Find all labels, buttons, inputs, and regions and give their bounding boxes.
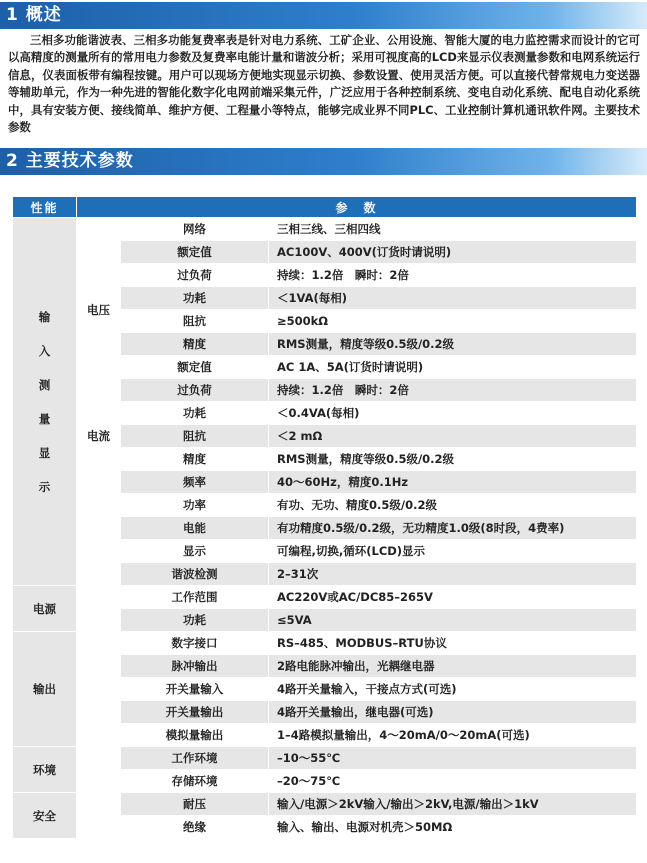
param-value: –10～55℃ — [269, 747, 637, 770]
empty-cell — [77, 218, 121, 241]
table-row — [13, 770, 637, 793]
param-value: 4路开关量输入，干接点方式(可选) — [269, 678, 637, 701]
table-row — [13, 218, 637, 241]
spec-table — [12, 196, 637, 839]
param-label: 过负荷 — [121, 264, 269, 287]
param-label: 频率 — [121, 471, 269, 494]
table-row — [13, 494, 637, 517]
param-label: 模拟量输出 — [121, 724, 269, 747]
param-label: 精度 — [121, 448, 269, 471]
param-label: 工作范围 — [121, 586, 269, 609]
table-row — [13, 586, 637, 609]
param-value: ＜0.4VA(每相) — [269, 402, 637, 425]
empty-cell — [77, 816, 121, 839]
overview-paragraph: 三相多功能谐波表、三相多功能复费率表是针对电力系统、工矿企业、公用设施、智能大厦的电力监控需求而设计的它可以高精度的测量所有的常用电力参数及复费率电能计量和谐波分析；采用可视度高的LCD来显示仪表测量参数和电网系统运行信息，仪表面板带有编程按键。用户可以现场方便地实现显示切换、参数设置、使用灵活方便。可以直接代替常规电力变送器等辅助单元，作为一种先进的智能化数字化电网前端采集元件，广泛应用于各种控制系统、变电自动化系统、配电自动化系统中，具有安装方便、接线简单、维护方便、工程量小等特点，能够完成业界不同PLC、工业控制计算机通讯软件网。主要技术参数 — [8, 33, 640, 135]
param-label: 谐波检测 — [121, 563, 269, 586]
empty-cell — [77, 540, 121, 563]
table-row — [13, 563, 637, 586]
table-row — [13, 632, 637, 655]
group-power-supply: 电源 — [13, 586, 77, 632]
empty-cell — [77, 770, 121, 793]
param-label: 精度 — [121, 333, 269, 356]
param-label: 绝缘 — [121, 816, 269, 839]
group-input-measure: 输 入 测 量 显 示 — [13, 218, 77, 586]
header-param: 参 数 — [77, 197, 637, 218]
param-value: 4路开关量输出，继电器(可选) — [269, 701, 637, 724]
param-label: 网络 — [121, 218, 269, 241]
param-value: 1–4路模拟量输出，4～20mA/0～20mA(可选) — [269, 724, 637, 747]
section-title-specs: 2 主要技术参数 — [0, 148, 647, 175]
param-label: 功耗 — [121, 287, 269, 310]
param-value: 40～60Hz，精度0.1Hz — [269, 471, 637, 494]
param-value: ≤5VA — [269, 609, 637, 632]
group-current: 电流 — [77, 379, 121, 494]
param-value: AC220V或AC/DC85–265V — [269, 586, 637, 609]
param-label: 功耗 — [121, 402, 269, 425]
empty-cell — [77, 494, 121, 517]
param-label: 开关量输出 — [121, 701, 269, 724]
header-perf: 性能 — [13, 197, 77, 218]
param-label: 存储环境 — [121, 770, 269, 793]
section-title-overview: 1 概述 — [0, 2, 647, 29]
param-value: 持续：1.2倍 瞬时：2倍 — [269, 379, 637, 402]
table-row — [13, 540, 637, 563]
group-output: 输出 — [13, 632, 77, 747]
param-value: ≥500kΩ — [269, 310, 637, 333]
empty-cell — [77, 632, 121, 655]
param-value: ＜2 mΩ — [269, 425, 637, 448]
param-value: 可编程,切换,循环(LCD)显示 — [269, 540, 637, 563]
empty-cell — [77, 517, 121, 540]
param-value: 输入、输出、电源对机壳＞50MΩ — [269, 816, 637, 839]
param-value: 2路电能脉冲输出，光耦继电器 — [269, 655, 637, 678]
param-label: 数字接口 — [121, 632, 269, 655]
param-label: 阻抗 — [121, 425, 269, 448]
param-value: 输入/电源＞2kV输入/输出＞2kV,电源/输出＞1kV — [269, 793, 637, 816]
table-row — [13, 655, 637, 678]
param-label: 额定值 — [121, 241, 269, 264]
param-value: 有功精度0.5级/0.2级，无功精度1.0级(8时段，4费率) — [269, 517, 637, 540]
empty-cell — [77, 724, 121, 747]
group-safety: 安全 — [13, 793, 77, 839]
param-label: 过负荷 — [121, 379, 269, 402]
empty-cell — [77, 586, 121, 609]
param-value: ＜1VA(每相) — [269, 287, 637, 310]
param-label: 额定值 — [121, 356, 269, 379]
param-label: 耐压 — [121, 793, 269, 816]
group-voltage: 电压 — [77, 241, 121, 379]
param-value: RMS测量，精度等级0.5级/0.2级 — [269, 333, 637, 356]
table-row — [13, 816, 637, 839]
param-label: 开关量输入 — [121, 678, 269, 701]
empty-cell — [77, 701, 121, 724]
param-value: 2–31次 — [269, 563, 637, 586]
table-row — [13, 241, 637, 264]
param-value: RMS测量，精度等级0.5级/0.2级 — [269, 448, 637, 471]
param-value: 三相三线、三相四线 — [269, 218, 637, 241]
param-value: AC 1A、5A(订货时请说明) — [269, 356, 637, 379]
empty-cell — [77, 609, 121, 632]
table-row — [13, 517, 637, 540]
param-value: RS–485、MODBUS–RTU协议 — [269, 632, 637, 655]
table-row — [13, 724, 637, 747]
param-label: 阻抗 — [121, 310, 269, 333]
param-label: 功率 — [121, 494, 269, 517]
empty-cell — [77, 655, 121, 678]
param-value: AC100V、400V(订货时请说明) — [269, 241, 637, 264]
param-value: 有功、无功、精度0.5级/0.2级 — [269, 494, 637, 517]
table-row — [13, 379, 637, 402]
param-label: 脉冲输出 — [121, 655, 269, 678]
table-header — [13, 197, 637, 218]
param-value: –20～75℃ — [269, 770, 637, 793]
group-environment: 环境 — [13, 747, 77, 793]
empty-cell — [77, 563, 121, 586]
param-label: 功耗 — [121, 609, 269, 632]
param-label: 工作环境 — [121, 747, 269, 770]
table-row — [13, 701, 637, 724]
param-label: 电能 — [121, 517, 269, 540]
table-row — [13, 793, 637, 816]
empty-cell — [77, 678, 121, 701]
param-value: 持续：1.2倍 瞬时：2倍 — [269, 264, 637, 287]
table-row — [13, 747, 637, 770]
table-row — [13, 678, 637, 701]
empty-cell — [77, 747, 121, 770]
table-row — [13, 609, 637, 632]
empty-cell — [77, 793, 121, 816]
param-label: 显示 — [121, 540, 269, 563]
